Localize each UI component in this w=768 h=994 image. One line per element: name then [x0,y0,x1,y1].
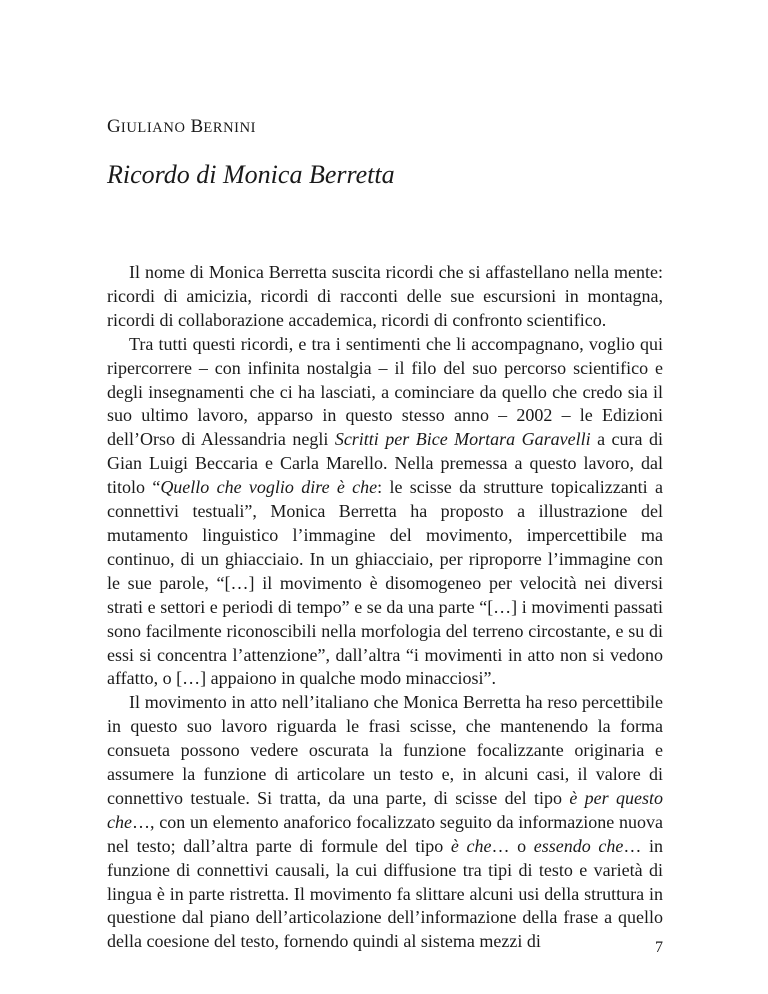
italic-text: Scritti per Bice Mortara Garavelli [334,429,591,450]
article-title: Ricordo di Monica Berretta [107,160,395,189]
italic-text: essendo che [533,835,624,856]
italic-text: Quello che voglio dire è che [160,477,378,498]
page-number: 7 [655,939,663,956]
italic-text: è per questo che [107,787,664,832]
italic-text: è che [450,835,492,856]
text-run: Tra tutti questi ricordi, e tra i sentimenti che li accompagnano, voglio qui ripercorrere – con infinita nostalgia – il filo del suo percorso scientifico e degli insegnamenti che ci ha lasciati, a cominciare da quello che credo sia il suo ultimo lavoro, apparso in questo stesso anno – 2002 – le Edizioni dell’Orso di Alessandria negli [107,333,663,450]
author-first-initial: G [107,116,121,137]
paragraph [107,333,663,692]
author-last-rest: ERNINI [203,120,257,136]
text-run: : le scisse da strutture topicalizzanti a connettivi testuali”, Monica Berretta ha proposto a illustrazione del mutamento linguistico l’immagine del movimento, impercettibile ma continuo, di un ghiacciaio. In un ghiacciaio, per riproporre l’immagine con le sue parole, “[…] il movimento è disomogeneo per velocità nei diversi strati e settori e periodi di tempo” e se da una parte “[…] i movimenti passati sono facilmente riconoscibili nella morfologia del terreno circostante, e su di essi si concentra l’attenzione”, dall’altra “i movimenti in atto non si vedono affatto, o […] appaiono in qualche modo minacciosi”. [107,477,663,689]
author-first-rest: IULIANO [120,120,186,136]
text-run: …, con un elemento anaforico focalizzato seguito da informazione nuova nel testo; dall’altra parte di formule del tipo [107,811,663,856]
author-last-initial: B [190,116,204,137]
text-run: a cura di Gian Luigi Beccaria e Carla Marello. Nella premessa a questo lavoro, dal titolo “ [107,429,663,498]
paragraph [107,691,663,954]
text-run: Il movimento in atto nell’italiano che Monica Berretta ha reso percettibile in questo suo lavoro riguarda le frasi scisse, che mantenendo la forma consueta possono vedere oscurata la funzione focalizzante originaria e assumere la funzione di articolare un testo e, in alcuni casi, il valore di connettivo testuale. Si tratta, da una parte, di scisse del tipo [107,692,663,808]
author-name [107,116,256,138]
paragraph [107,261,663,333]
text-run: … in funzione di connettivi causali, la cui diffusione tra tipi di testo e varietà di lingua è in parte ristretta. Il movimento fa slittare alcuni usi della struttura in questione dal piano dell’articolazione dell’informazione della frase a quello della coesione del testo, fornendo quindi al sistema mezzi di [107,835,664,952]
text-run: … o [491,835,534,856]
text-run: Il nome di Monica Berretta suscita ricordi che si affastellano nella mente: ricordi di amicizia, ricordi di racconti delle sue escursioni in montagna, ricordi di collaborazione accademica, ricordi di confronto scientifico. [107,262,663,330]
body-text [107,261,663,954]
